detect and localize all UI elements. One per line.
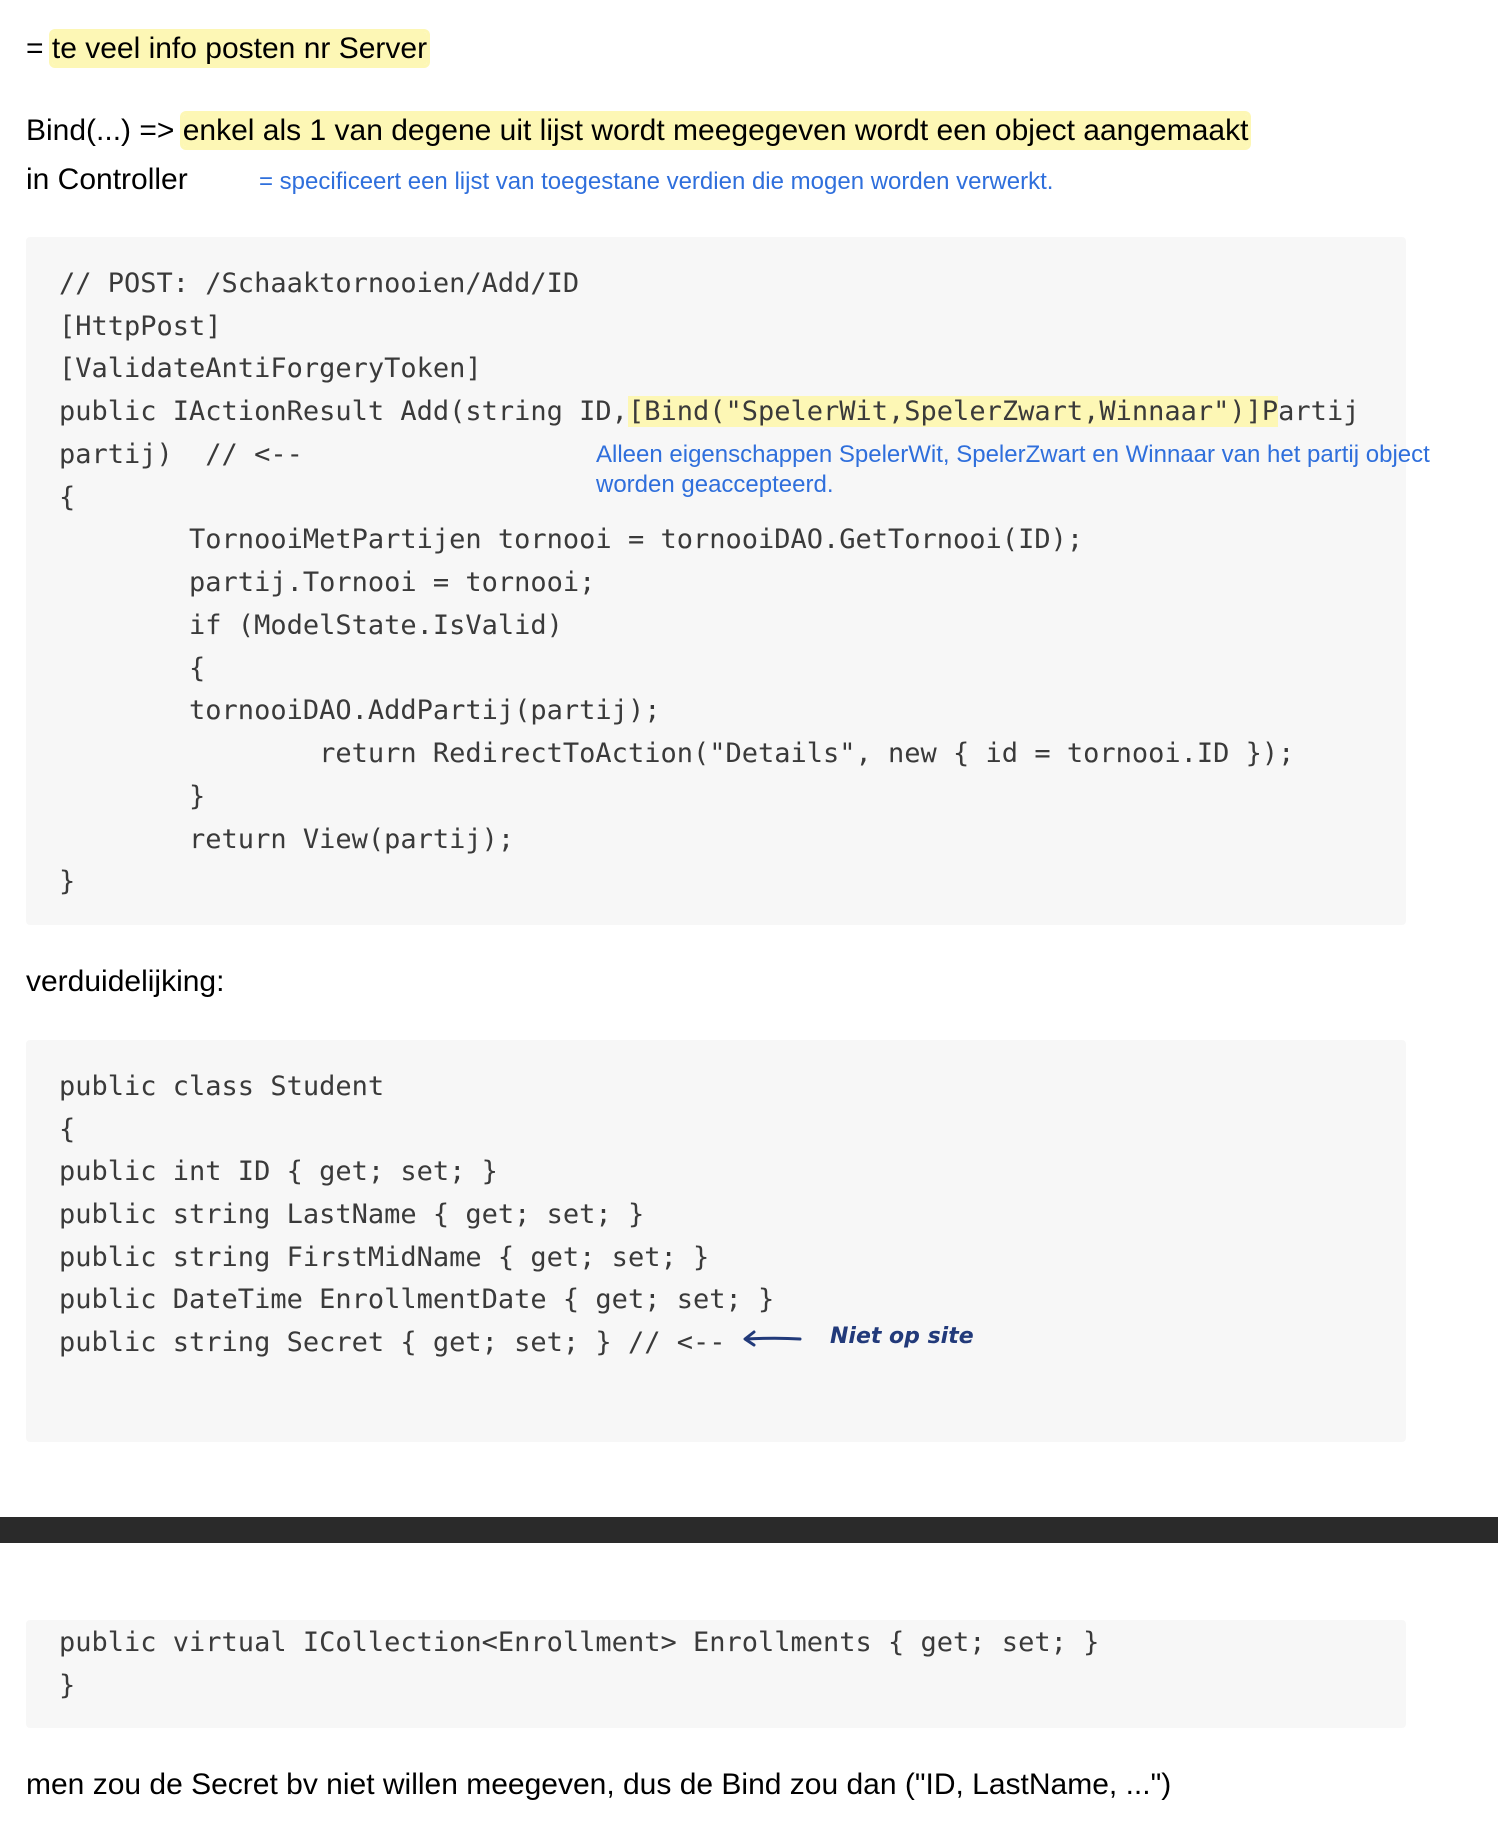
code-line: } xyxy=(59,866,76,897)
heading-highlight: te veel info posten nr Server xyxy=(51,32,428,65)
bind-annotation-line: Alleen eigenschappen SpelerWit, SpelerZwart en Winnaar van het partij object xyxy=(596,441,1430,468)
code-line: [ValidateAntiForgeryToken] xyxy=(59,353,482,384)
bind-annotation-line: worden geaccepteerd. xyxy=(596,471,834,498)
code-line: { xyxy=(59,653,206,684)
code-line: tornooiDAO.AddPartij(partij); xyxy=(59,695,661,726)
code-line: { xyxy=(59,1114,76,1145)
code-bind-highlight: [Bind("SpelerWit,SpelerZwart,Winnaar")]P xyxy=(627,396,1279,427)
divider-bar xyxy=(0,1517,1498,1543)
footer-text: men zou de Secret bv niet willen meegeven, dus de Bind zou dan ("ID, LastName, ...") xyxy=(26,1768,1172,1801)
code-line: public virtual ICollection<Enrollment> Enrollments { get; set; } xyxy=(59,1627,1100,1658)
code-line: [HttpPost] xyxy=(59,311,222,342)
bind-annotation xyxy=(596,440,1430,500)
code-segment: public IActionResult Add(string ID, xyxy=(59,396,628,427)
heading xyxy=(26,31,427,67)
code-line: public string LastName { get; set; } xyxy=(59,1199,645,1230)
code-line: } xyxy=(59,1670,76,1701)
code-line: return RedirectToAction("Details", new { id = tornooi.ID }); xyxy=(59,738,1295,769)
code-line: if (ModelState.IsValid) xyxy=(59,610,563,641)
left-arrow-icon xyxy=(740,1326,804,1352)
code-line: TornooiMetPartijen tornooi = tornooiDAO.GetTornooi(ID); xyxy=(59,524,1084,555)
code-line: public string FirstMidName { get; set; } xyxy=(59,1242,710,1273)
code-line: public string Secret { get; set; } // <-- xyxy=(59,1327,726,1358)
bind-highlight: enkel als 1 van degene uit lijst wordt meegegeven wordt een object aangemaakt xyxy=(182,114,1249,147)
code-line: { xyxy=(59,482,76,513)
code-line: public class Student xyxy=(59,1071,385,1102)
code-line: public int ID { get; set; } xyxy=(59,1156,498,1187)
bind-prefix: Bind(...) => xyxy=(26,114,183,147)
heading-prefix: = xyxy=(26,32,52,65)
code-line: partij) // <-- xyxy=(59,439,303,470)
section-label: verduidelijking: xyxy=(26,965,225,998)
controller-note: = specificeert een lijst van toegestane verdien die mogen worden verwerkt. xyxy=(259,168,1054,195)
bind-line xyxy=(26,113,1248,149)
code-line: public DateTime EnrollmentDate { get; set; } xyxy=(59,1284,775,1315)
controller-label: in Controller xyxy=(26,163,188,196)
code-line: // POST: /Schaaktornooien/Add/ID xyxy=(59,268,580,299)
code-line: return View(partij); xyxy=(59,824,515,855)
code-line: partij.Tornooi = tornooi; xyxy=(59,567,596,598)
code-segment: artij xyxy=(1278,396,1360,427)
handwritten-note: Niet op site xyxy=(830,1324,974,1349)
code-line: } xyxy=(59,781,206,812)
code-line-bind xyxy=(59,394,1359,430)
